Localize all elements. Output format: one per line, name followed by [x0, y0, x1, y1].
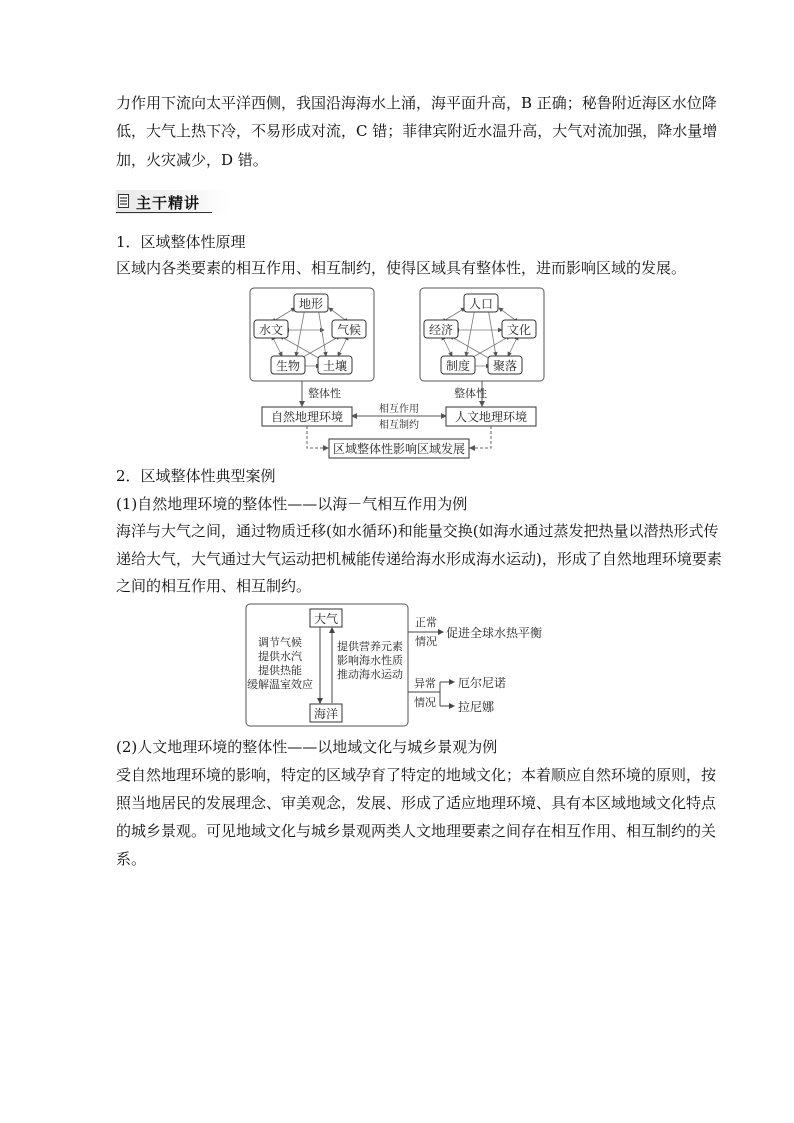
node-settlement: 聚落 — [492, 359, 518, 373]
node-climate: 气候 — [336, 323, 362, 337]
node-hydrology: 水文 — [258, 323, 284, 337]
effect-water-motion: 推动海水运动 — [337, 668, 403, 681]
sea-air-interaction-diagram — [244, 602, 554, 730]
node-economy: 经济 — [428, 323, 454, 337]
normal-label-1: 正常 — [415, 616, 437, 629]
effect-provide-heat: 提供热能 — [258, 664, 302, 677]
intro-line-1: 力作用下流向太平洋西侧，我国沿海海水上涌，海平面升高，B 正确；秘鲁附近海区水位降 — [116, 94, 717, 112]
ocean-box: 海洋 — [313, 707, 339, 721]
part2-text2-line4: 系。 — [116, 850, 147, 868]
node-institution: 制度 — [445, 359, 471, 373]
part2-text2-line3: 的城乡景观。可见地域文化与城乡景观两类人文地理要素之间存在相互作用、相互制约的关 — [116, 822, 717, 840]
normal-result: 促进全球水热平衡 — [446, 626, 543, 640]
human-environment-box: 人文地理环境 — [454, 410, 528, 424]
normal-label-2: 情况 — [415, 635, 437, 648]
node-population: 人口 — [468, 297, 494, 311]
intro-line-3: 加，火灾减少，D 错。 — [116, 151, 268, 169]
restriction-label: 相互制约 — [379, 420, 419, 431]
part2-heading: 2．区域整体性典型案例 — [116, 467, 276, 485]
regional-development-box: 区域整体性影响区域发展 — [332, 442, 466, 456]
document-icon — [118, 194, 129, 208]
effect-provide-vapor: 提供水汽 — [258, 650, 302, 663]
node-terrain: 地形 — [298, 297, 324, 311]
regional-integrity-diagram — [240, 284, 560, 462]
node-culture: 文化 — [506, 323, 532, 337]
part2-text1-line2: 递给大气，大气通过大气运动把机械能传递给海水形成海水运动)，形成了自然地理环境要素 — [116, 550, 722, 568]
effect-water-properties: 影响海水性质 — [337, 654, 403, 667]
abnormal-label-2: 情况 — [414, 696, 436, 709]
part2-sub2: (2)人文地理环境的整体性——以地域文化与城乡景观为例 — [116, 738, 498, 756]
atmosphere-box: 大气 — [313, 612, 339, 626]
result-el-nino: 厄尔尼诺 — [458, 676, 507, 690]
section-title: 主干精讲 — [136, 194, 201, 212]
part2-text1-line3: 之间的相互作用、相互制约。 — [116, 577, 312, 595]
natural-environment-box: 自然地理环境 — [270, 410, 344, 424]
right-integrity-label: 整体性 — [454, 387, 487, 400]
abnormal-label-1: 异常 — [414, 677, 436, 690]
part1-heading: 1．区域整体性原理 — [116, 233, 246, 251]
interaction-label: 相互作用 — [379, 404, 419, 415]
intro-line-2: 低，大气上热下冷，不易形成对流，C 错；菲律宾附近水温升高，大气对流加强，降水量增 — [116, 122, 718, 140]
node-biology: 生物 — [275, 359, 301, 373]
effect-regulate-climate: 调节气候 — [258, 636, 302, 649]
section-banner — [116, 190, 230, 214]
result-la-nina: 拉尼娜 — [458, 700, 495, 714]
part2-text2-line1: 受自然地理环境的影响，特定的区域孕育了特定的地域文化；本着顺应自然环境的原则，按 — [116, 766, 717, 784]
part2-text2-line2: 照当地居民的发展理念、审美观念，发展、形成了适应地理环境、具有本区域地域文化特点 — [116, 794, 717, 812]
section-underline — [116, 212, 212, 213]
left-integrity-label: 整体性 — [308, 387, 341, 400]
part2-sub1: (1)自然地理环境的整体性——以海－气相互作用为例 — [116, 495, 468, 513]
node-soil: 土壤 — [322, 359, 348, 373]
effect-ease-greenhouse: 缓解温室效应 — [247, 678, 313, 691]
part1-text: 区域内各类要素的相互作用、相互制约，使得区域具有整体性，进而影响区域的发展。 — [116, 259, 687, 277]
part2-text1-line1: 海洋与大气之间，通过物质迁移(如水循环)和能量交换(如海水通过蒸发把热量以潜热形式传 — [116, 522, 719, 540]
effect-nutrients: 提供营养元素 — [337, 640, 403, 653]
